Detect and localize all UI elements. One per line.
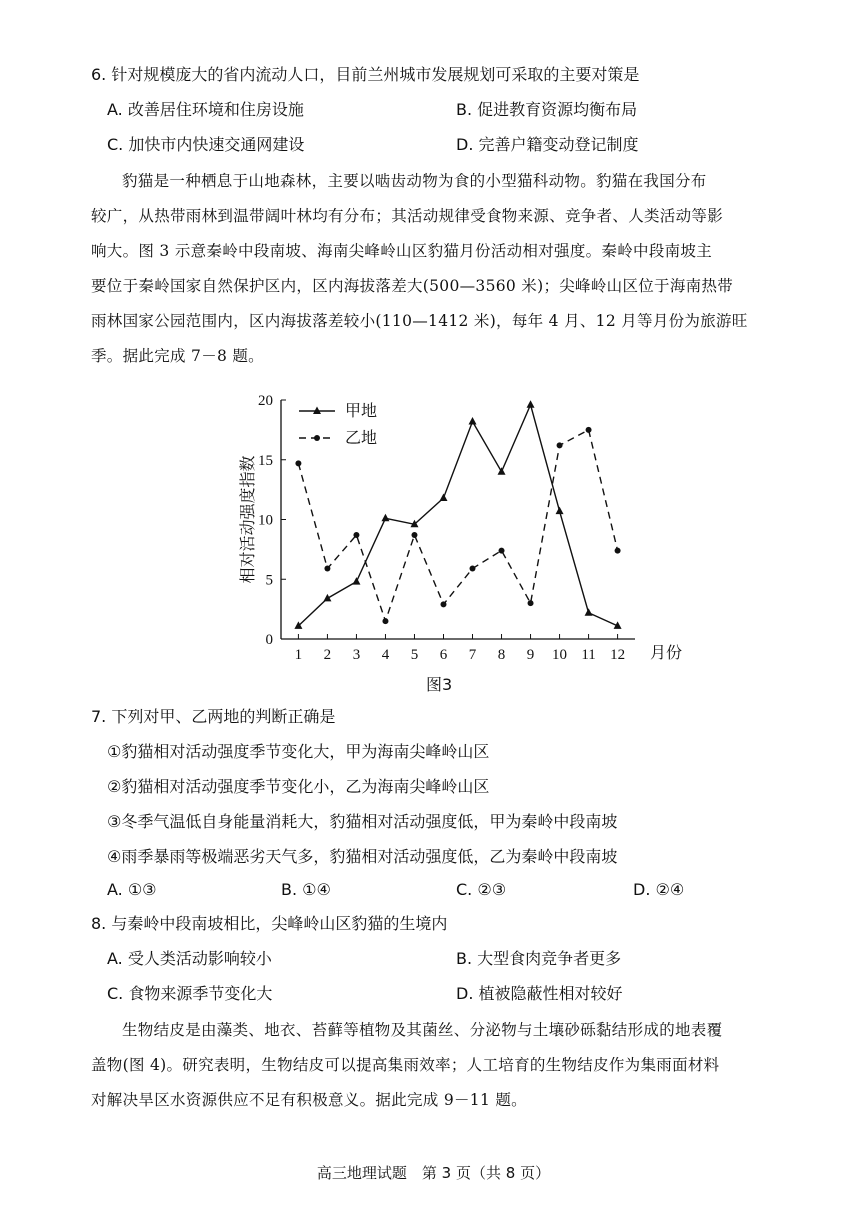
series-1-point xyxy=(469,417,477,425)
series-2-point xyxy=(324,565,330,571)
q6-option-b: B. 促进教育资源均衡布局 xyxy=(456,100,638,119)
passage2-line-2: 盖物(图 4)。研究表明，生物结皮可以提高集雨效率；人工培育的生物结皮作为集雨面材料 xyxy=(91,1056,720,1074)
series-1-point xyxy=(556,507,564,515)
q7-item-1: ①豹猫相对活动强度季节变化大，甲为海南尖峰岭山区 xyxy=(107,742,490,761)
x-tick-label: 12 xyxy=(610,647,626,663)
q7-option-d: D. ②④ xyxy=(633,880,685,899)
activity-line-chart xyxy=(220,385,683,663)
legend-label-2: 乙地 xyxy=(345,428,378,447)
x-tick-label: 8 xyxy=(497,647,506,663)
x-tick-label: 3 xyxy=(352,647,361,663)
figure-caption: 图3 xyxy=(426,675,453,694)
q8-option-c: C. 食物来源季节变化大 xyxy=(107,984,273,1003)
x-axis-label: 月份 xyxy=(650,643,683,662)
series-2-point xyxy=(382,618,388,624)
q6-option-c: C. 加快市内快速交通网建设 xyxy=(107,135,305,154)
legend-label-1: 甲地 xyxy=(345,401,378,420)
legend-marker-1 xyxy=(313,407,321,415)
q6-stem: 6. 针对规模庞大的省内流动人口，目前兰州城市发展规划可采取的主要对策是 xyxy=(91,65,640,84)
series-2-point xyxy=(411,532,417,538)
x-tick-label: 9 xyxy=(526,647,535,663)
passage1-line-5: 雨林国家公园范围内，区内海拔落差较小(110—1412 米)，每年 4 月、12 月等月份为旅游旺 xyxy=(91,312,748,330)
series-2-point xyxy=(470,565,476,571)
q7-item-3: ③冬季气温低自身能量消耗大，豹猫相对活动强度低，甲为秦岭中段南坡 xyxy=(107,812,618,831)
q8-stem: 8. 与秦岭中段南坡相比，尖峰岭山区豹猫的生境内 xyxy=(91,914,448,933)
legend-marker-2 xyxy=(314,435,320,441)
y-axis-label: 相对活动强度指数 xyxy=(238,455,257,584)
y-tick-label: 0 xyxy=(265,632,273,648)
series-2-point xyxy=(353,532,359,538)
passage2-line-1: 生物结皮是由藻类、地衣、苔藓等植物及其菌丝、分泌物与土壤砂砾黏结形成的地表覆 xyxy=(122,1021,723,1039)
series-2-point xyxy=(295,460,301,466)
page-footer: 高三地理试题 第 3 页（共 8 页） xyxy=(316,1164,551,1182)
series-2-point xyxy=(615,548,621,554)
q7-option-b: B. ①④ xyxy=(281,880,331,899)
passage1-line-1: 豹猫是一种栖息于山地森林，主要以啮齿动物为食的小型猫科动物。豹猫在我国分布 xyxy=(122,172,707,190)
passage1-line-4: 要位于秦岭国家自然保护区内，区内海拔落差大(500—3560 米)；尖峰岭山区位于海南热带 xyxy=(91,277,734,295)
y-tick-label: 15 xyxy=(258,452,273,469)
q7-option-c: C. ②③ xyxy=(456,880,507,899)
q7-stem: 7. 下列对甲、乙两地的判断正确是 xyxy=(91,707,336,726)
passage1-line-6: 季。据此完成 7－8 题。 xyxy=(91,347,264,365)
q7-option-a: A. ①③ xyxy=(107,880,157,899)
y-tick-label: 5 xyxy=(265,572,273,589)
series-1-point xyxy=(527,400,535,408)
series-1-point xyxy=(498,467,506,475)
x-tick-label: 10 xyxy=(552,647,568,663)
series-2-point xyxy=(440,601,446,607)
passage1-line-3: 响大。图 3 示意秦岭中段南坡、海南尖峰岭山区豹猫月份活动相对强度。秦岭中段南坡主 xyxy=(91,242,713,260)
y-tick-label: 10 xyxy=(258,512,273,529)
q8-option-a: A. 受人类活动影响较小 xyxy=(107,949,272,968)
x-tick-label: 6 xyxy=(439,647,448,663)
x-tick-label: 1 xyxy=(294,647,303,663)
q7-item-2: ②豹猫相对活动强度季节变化小，乙为海南尖峰岭山区 xyxy=(107,777,490,796)
series-1-point xyxy=(585,608,593,616)
series-2-point xyxy=(586,427,592,433)
series-1-point xyxy=(381,514,389,522)
passage2-line-3: 对解决旱区水资源供应不足有积极意义。据此完成 9－11 题。 xyxy=(91,1091,527,1109)
q7-item-4: ④雨季暴雨等极端恶劣天气多，豹猫相对活动强度低，乙为秦岭中段南坡 xyxy=(107,847,618,866)
series-2-point xyxy=(528,600,534,606)
x-tick-label: 11 xyxy=(581,647,596,663)
series-2-point xyxy=(499,548,505,554)
x-tick-label: 2 xyxy=(323,647,332,663)
passage1-line-2: 较广，从热带雨林到温带阔叶林均有分布；其活动规律受食物来源、竞争者、人类活动等影 xyxy=(91,207,724,225)
x-tick-label: 4 xyxy=(381,647,390,663)
q6-option-d: D. 完善户籍变动登记制度 xyxy=(456,135,639,154)
y-tick-label: 20 xyxy=(258,393,273,409)
x-tick-label: 7 xyxy=(468,647,477,663)
series-1-point xyxy=(352,577,360,585)
series-2-point xyxy=(557,442,563,448)
q6-option-a: A. 改善居住环境和住房设施 xyxy=(107,100,304,119)
q8-option-b: B. 大型食肉竞争者更多 xyxy=(456,949,622,968)
x-tick-label: 5 xyxy=(410,647,419,663)
series-1-point xyxy=(323,594,331,602)
q8-option-d: D. 植被隐蔽性相对较好 xyxy=(456,984,623,1003)
series-1-point xyxy=(439,493,447,501)
